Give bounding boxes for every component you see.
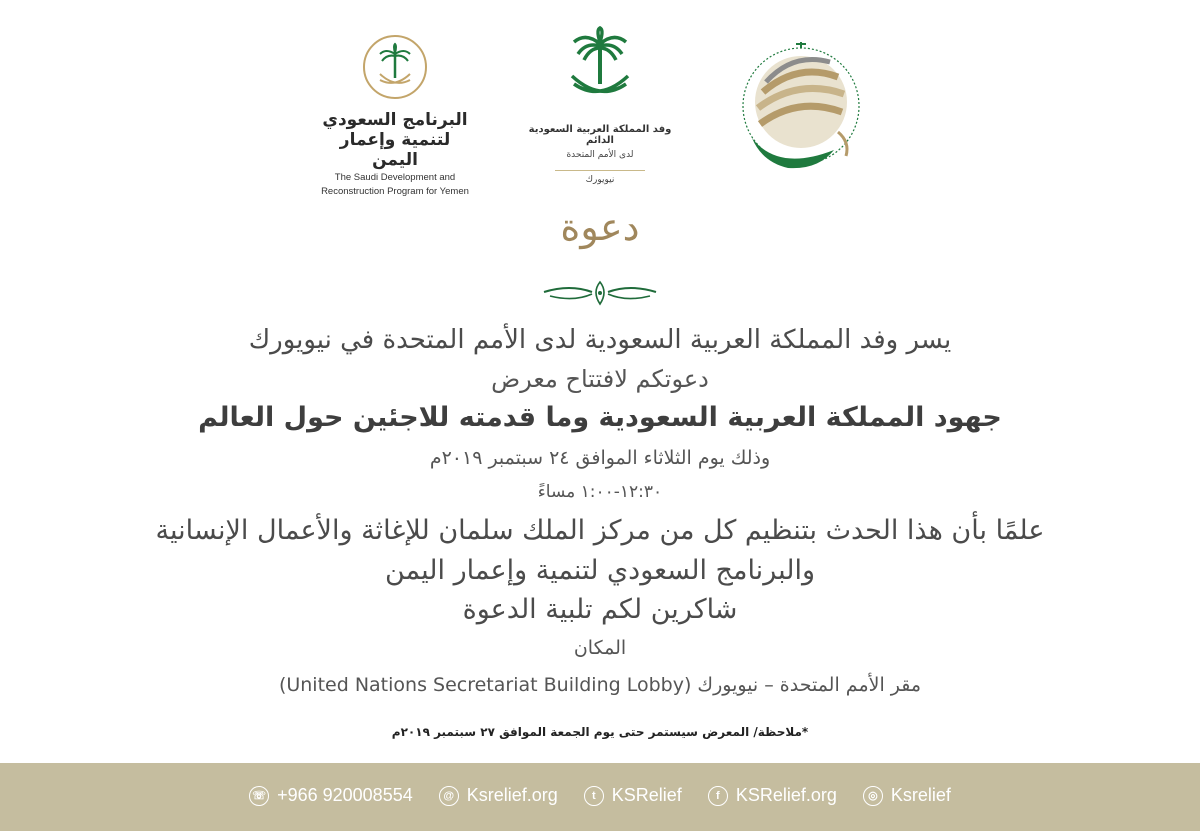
- logo-row: [0, 22, 1200, 197]
- invite-line-1: يسر وفد المملكة العربية السعودية لدى الأمم المتحدة في نيويورك: [248, 325, 952, 355]
- instagram-icon: ◎: [863, 786, 883, 806]
- ksrelief-logo-icon: [738, 22, 864, 182]
- venue-label: المكان: [573, 637, 627, 659]
- sdrpy-name-en-2: Reconstruction Program for Yemen: [321, 186, 469, 197]
- footer-website[interactable]: [439, 785, 558, 806]
- instagram-handle: Ksrelief: [890, 785, 951, 805]
- website-link: Ksrelief.org: [466, 785, 558, 805]
- venue-address: مقر الأمم المتحدة – نيويورك (United Nations Secretariat Building Lobby): [278, 674, 922, 696]
- ornament-divider-icon: [540, 278, 660, 308]
- twitter-handle: KSRelief: [611, 785, 682, 805]
- mission-city: نيويورك: [585, 175, 615, 185]
- globe-icon: @: [439, 786, 459, 806]
- footer-twitter[interactable]: [584, 785, 682, 806]
- sdrpy-name-en-1: The Saudi Development and: [334, 172, 456, 183]
- sdrpy-logo: [320, 34, 470, 198]
- twitter-icon: t: [584, 786, 604, 806]
- organizers-line-1: علمًا بأن هذا الحدث بتنظيم كل من مركز الملك سلمان للإغاثة والأعمال الإنسانية: [155, 515, 1045, 546]
- mission-name-2: لدى الأمم المتحدة: [566, 150, 634, 160]
- phone-icon: ☏: [249, 786, 269, 806]
- thanks-line: شاكرين لكم تلبية الدعوة: [462, 594, 738, 625]
- exhibition-title: جهود المملكة العربية السعودية وما قدمته للاجئين حول العالم: [198, 402, 1002, 433]
- invite-line-2: دعوتكم لافتتاح معرض: [491, 365, 709, 393]
- mission-name-1: وفد المملكة العربية السعودية الدائم: [528, 124, 672, 146]
- phone-number: +966 920008554: [277, 785, 413, 805]
- mission-divider: [555, 170, 645, 171]
- saudi-emblem-icon: [562, 26, 638, 106]
- footer-phone[interactable]: [249, 785, 413, 806]
- facebook-icon: f: [708, 786, 728, 806]
- mission-logo: [515, 26, 685, 185]
- event-time: ١٢:٣٠-١:٠٠ مساءً: [537, 482, 663, 502]
- footer-instagram[interactable]: [863, 785, 951, 806]
- event-date: وذلك يوم الثلاثاء الموافق ٢٤ سبتمبر ٢٠١٩م: [429, 447, 771, 469]
- palm-swords-emblem-icon: [362, 34, 428, 100]
- sdrpy-name-ar-1: البرنامج السعودي: [322, 110, 468, 130]
- exhibition-note: *ملاحظة/ المعرض سيستمر حتى يوم الجمعة الموافق ٢٧ سبتمبر ٢٠١٩م: [391, 725, 809, 739]
- footer-facebook[interactable]: [708, 785, 837, 806]
- invitation-title: دعوة: [560, 205, 640, 249]
- sdrpy-name-ar-2: لتنمية وإعمار اليمن: [339, 130, 451, 170]
- facebook-handle: KSRelief.org: [735, 785, 837, 805]
- organizers-line-2: والبرنامج السعودي لتنمية وإعمار اليمن: [384, 555, 816, 586]
- contact-footer: [0, 763, 1200, 831]
